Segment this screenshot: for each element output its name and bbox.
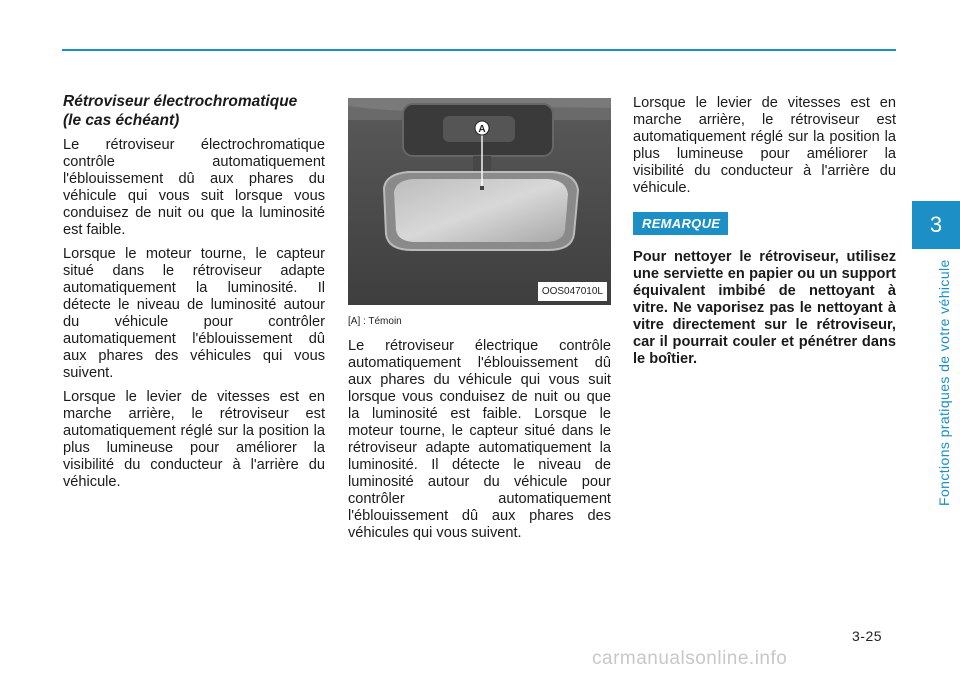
page-number: 3-25 xyxy=(852,628,883,644)
paragraph: Le rétroviseur électrochromatique contrôle automatiquement l'éblouissement dû aux phares du véhicule qui vous suit lorsque vous conduisez de nuit ou que la luminosité est faible. xyxy=(63,137,325,238)
section-heading-line1: Rétroviseur électrochromatique xyxy=(63,93,298,110)
column-1 xyxy=(63,92,325,498)
remarque-badge: REMARQUE xyxy=(633,212,728,235)
chapter-title: Fonctions pratiques de votre véhicule xyxy=(936,259,952,506)
watermark: carmanualsonline.info xyxy=(592,648,788,669)
figure-code: OOS047010L xyxy=(538,282,607,301)
paragraph: Lorsque le levier de vitesses est en marche arrière, le rétroviseur est automatiquement réglé sur la position la plus lumineuse pour améliorer la visibilité du conducteur à l'arrière du véhicule. xyxy=(63,389,325,490)
section-heading-line2: (le cas échéant) xyxy=(63,112,180,129)
remarque-text: Pour nettoyer le rétroviseur, utilisez une serviette en papier ou un support équivalent imbibé de nettoyant à vitre. Ne vaporisez pas le nettoyant à vitre directement sur le rétroviseur, car il pourrait couler et pénétrer dans le boîtier. xyxy=(633,249,896,367)
column-3 xyxy=(633,95,896,368)
chapter-number: 3 xyxy=(929,212,943,237)
chapter-tab xyxy=(912,201,960,249)
section-heading xyxy=(63,92,325,130)
figure-caption: [A] : Témoin xyxy=(348,316,402,327)
paragraph: Le rétroviseur électrique contrôle automatiquement l'éblouissement dû aux phares du véhicule qui vous suit lorsque vous conduisez de nuit ou que la luminosité est faible. Lorsque le moteur tourne, le capteur situé dans le rétroviseur adapte automatiquement la luminosité. Il détecte le niveau de luminosité autour du véhicule pour contrôler automatiquement l'éblouissement dû aux phares des véhicules qui vous suivent. xyxy=(348,338,611,541)
paragraph: Lorsque le levier de vitesses est en marche arrière, le rétroviseur est automatiquement réglé sur la position la plus lumineuse pour améliorer la visibilité du conducteur à l'arrière du véhicule. xyxy=(633,95,896,196)
rearview-mirror-illustration xyxy=(348,98,611,305)
figure-label-a: A xyxy=(478,124,486,135)
column-2 xyxy=(348,95,611,549)
mirror-figure xyxy=(348,98,611,305)
header-rule xyxy=(62,49,896,51)
paragraph: Lorsque le moteur tourne, le capteur situé dans le rétroviseur adapte automatiquement la luminosité. Il détecte le niveau de luminosité autour du véhicule pour contrôler automatiquement l'éblouissement dû aux phares des véhicules qui vous suivent. xyxy=(63,246,325,381)
